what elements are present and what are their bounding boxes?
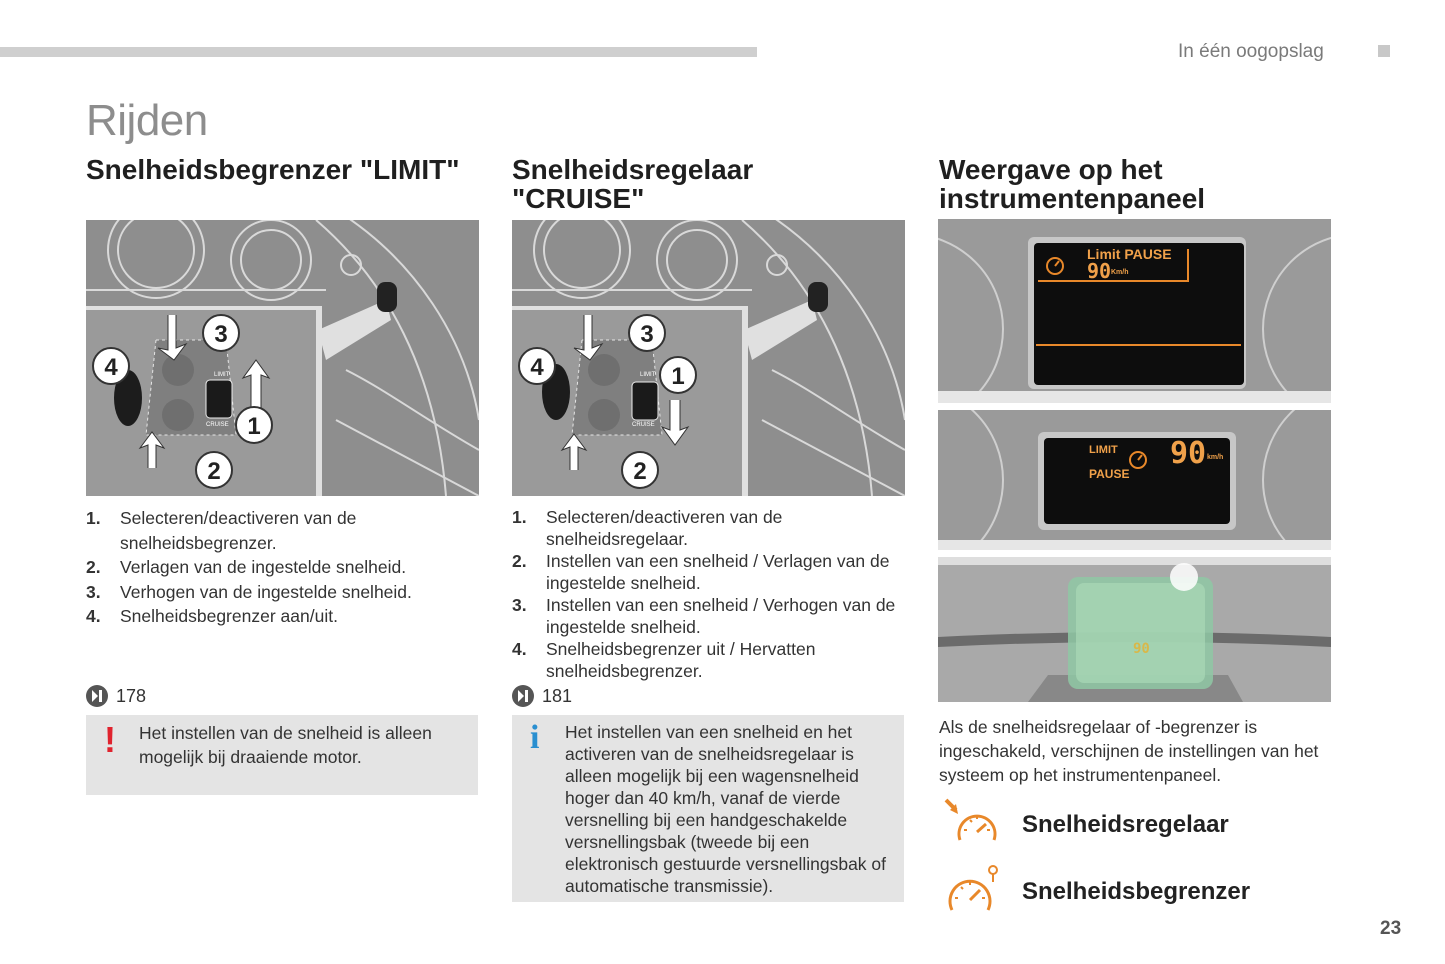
list-item: 1. Selecteren/deactiveren van de snelheidsbegrenzer. bbox=[86, 508, 357, 553]
page-number: 23 bbox=[1380, 918, 1402, 939]
switch-label-limit: LIMIT bbox=[640, 372, 656, 378]
limit-page-reference[interactable] bbox=[86, 685, 146, 707]
section-label: In één oogopslag bbox=[1178, 41, 1324, 62]
list-item: 3. Verhogen van de ingestelde snelheid. bbox=[86, 581, 412, 602]
cruise-info-note bbox=[512, 715, 904, 902]
list-item: 4. Snelheidsbegrenzer aan/uit. bbox=[86, 606, 338, 626]
switch-label-cruise: CRUISE bbox=[206, 422, 229, 428]
screen2-mode: LIMIT bbox=[1089, 444, 1118, 456]
page-reference-icon bbox=[512, 685, 534, 707]
section-marker bbox=[1378, 45, 1390, 57]
legend-limiter-label: Snelheidsbegrenzer bbox=[1022, 878, 1251, 905]
info-text: Het instellen van een snelheid en het activeren van de snelheidsregelaar is alleen mogelijk bij een wagensnelheid hoger dan 40 km/h, vanaf de vierde versnelling bij een handgeschakelde versnellingsbak (tweede bij een elektronisch gestuurde versnellingsbak of automatische transmissie). bbox=[565, 722, 887, 896]
display-heading: Weergave op het instrumentenpaneel bbox=[939, 154, 1206, 214]
head-up-display-figure bbox=[938, 557, 1331, 702]
limit-stalk-figure bbox=[86, 220, 479, 496]
instrument-panel-screen-2 bbox=[938, 410, 1331, 550]
callout-3: 3 bbox=[214, 321, 228, 348]
limit-heading: Snelheidsbegrenzer "LIMIT" bbox=[86, 154, 460, 185]
list-item: 3. Instellen van een snelheid / Verhogen van de ingestelde snelheid. bbox=[512, 595, 896, 637]
screen1-unit: Km/h bbox=[1111, 269, 1129, 276]
cruise-list bbox=[512, 506, 907, 682]
callout-3: 3 bbox=[640, 321, 654, 348]
header-rule bbox=[0, 47, 757, 57]
page-reference-number: 181 bbox=[542, 685, 573, 706]
page-title: Rijden bbox=[86, 96, 208, 145]
hud-speed: 90 bbox=[1133, 641, 1150, 657]
legend-cruise-label: Snelheidsregelaar bbox=[1022, 811, 1229, 838]
screen1-speed: 90 bbox=[1087, 259, 1112, 283]
instrument-panel-screen-1 bbox=[938, 219, 1331, 403]
cruise-page-reference[interactable] bbox=[512, 685, 572, 707]
display-description: Als de snelheidsregelaar of -begrenzer is ingeschakeld, verschijnen de instellingen van het systeem op het instrumentenpaneel. bbox=[939, 717, 1319, 785]
switch-label-cruise: CRUISE bbox=[632, 422, 655, 428]
callout-2: 2 bbox=[633, 458, 647, 485]
limit-warning-note bbox=[86, 715, 478, 795]
screen2-unit: km/h bbox=[1207, 454, 1224, 461]
list-item: 2. Instellen van een snelheid / Verlagen van de ingestelde snelheid. bbox=[512, 551, 890, 593]
page-reference-icon bbox=[86, 685, 108, 707]
speed-limiter-icon bbox=[942, 862, 1002, 918]
callout-4: 4 bbox=[530, 354, 544, 381]
screen2-speed: 90 bbox=[1170, 436, 1207, 471]
warning-text: Het instellen van de snelheid is alleen mogelijk bij draaiende motor. bbox=[139, 723, 432, 767]
screen1-status: Limit PAUSE bbox=[1087, 246, 1172, 262]
callout-2: 2 bbox=[207, 458, 221, 485]
callout-1: 1 bbox=[671, 363, 685, 390]
cruise-heading: Snelheidsregelaar "CRUISE" bbox=[512, 154, 754, 214]
screen2-status: PAUSE bbox=[1089, 467, 1130, 481]
switch-label-limit: LIMIT bbox=[214, 372, 230, 378]
callout-1: 1 bbox=[247, 413, 261, 440]
info-icon: i bbox=[530, 719, 540, 756]
callout-4: 4 bbox=[104, 354, 118, 381]
list-item: 2. Verlagen van de ingestelde snelheid. bbox=[86, 557, 407, 577]
list-item: 4. Snelheidsbegrenzer uit / Hervatten snelheidsbegrenzer. bbox=[512, 639, 816, 681]
page-reference-number: 178 bbox=[116, 685, 147, 706]
cruise-control-icon bbox=[942, 796, 1002, 852]
warning-icon: ! bbox=[104, 719, 116, 760]
cruise-stalk-figure bbox=[512, 220, 905, 496]
limit-list bbox=[86, 506, 481, 629]
list-item: 1. Selecteren/deactiveren van de snelheidsregelaar. bbox=[512, 507, 783, 549]
